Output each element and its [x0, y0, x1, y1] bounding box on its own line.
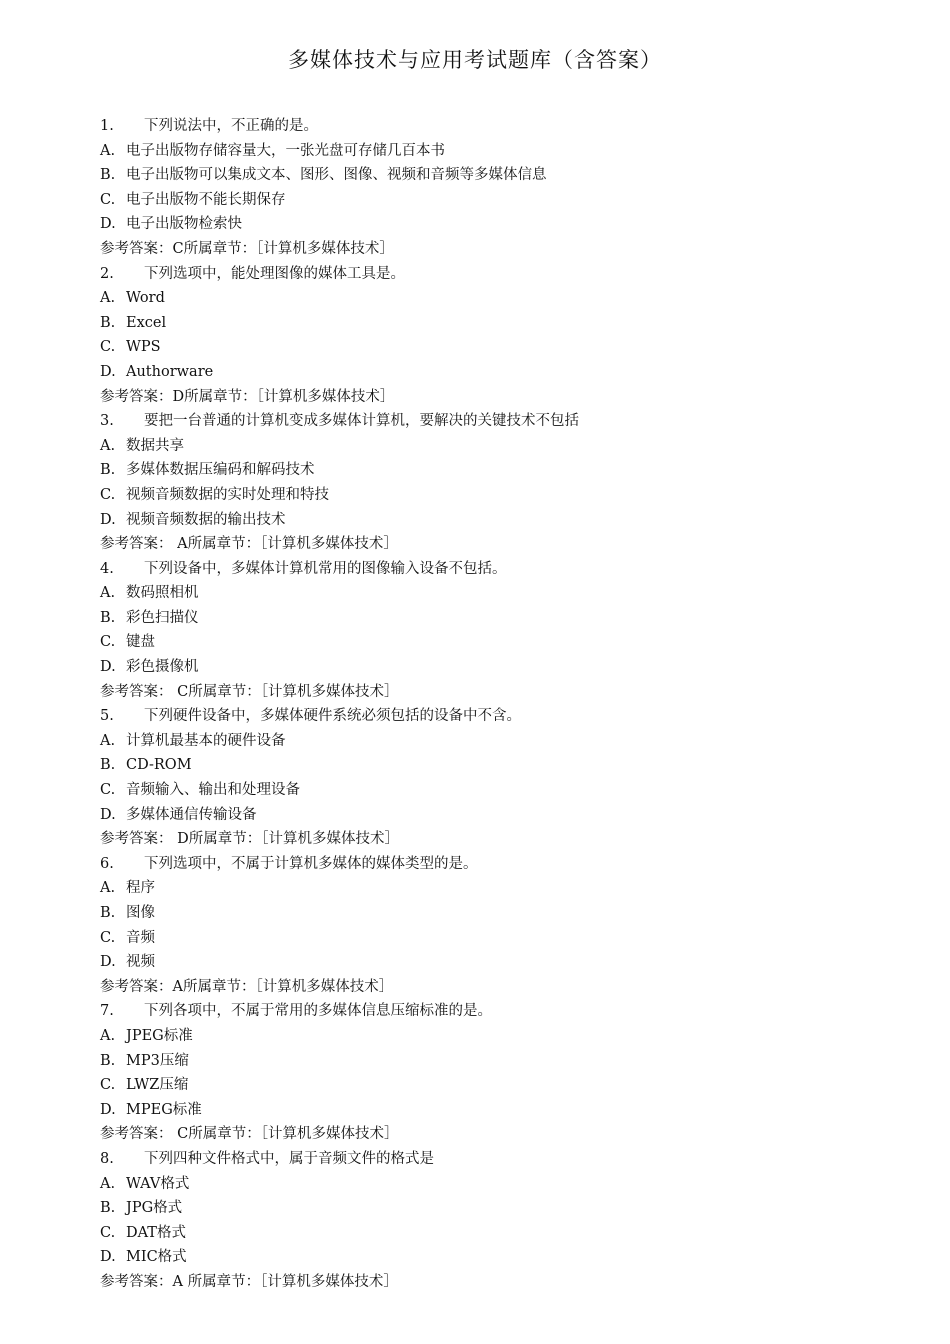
question-text: 下列各项中，不属于常用的多媒体信息压缩标准的是。 — [144, 1003, 492, 1020]
question-block — [100, 114, 900, 262]
option-item — [100, 212, 900, 237]
option-letter: A. — [100, 1175, 116, 1192]
option-item — [100, 458, 900, 483]
answer-line: 参考答案： C所属章节：［计算机多媒体技术］ — [100, 683, 399, 700]
option-letter: C. — [100, 339, 116, 356]
option-text: JPEG标准 — [126, 1027, 193, 1044]
option-text: Word — [126, 290, 165, 307]
option-text: WPS — [126, 339, 161, 356]
question-block — [100, 1147, 900, 1295]
option-item — [100, 434, 900, 459]
option-item — [100, 926, 900, 951]
option-letter: D. — [100, 216, 116, 233]
option-item — [100, 1221, 900, 1246]
option-text: 彩色摄像机 — [126, 659, 199, 676]
option-letter: B. — [100, 609, 116, 626]
option-letter: D. — [100, 511, 116, 528]
option-text: MP3压缩 — [126, 1052, 189, 1069]
option-item — [100, 188, 900, 213]
question-number: 7. — [100, 1003, 114, 1020]
question-stem — [100, 852, 900, 877]
option-text: 图像 — [126, 905, 155, 921]
option-text: 视频音频数据的实时处理和特技 — [126, 486, 329, 503]
option-letter: B. — [100, 757, 116, 774]
option-item — [100, 606, 900, 631]
question-text: 下列设备中，多媒体计算机常用的图像输入设备不包括。 — [144, 560, 507, 577]
option-text: 电子出版物不能长期保存 — [126, 191, 286, 208]
option-item — [100, 360, 900, 385]
option-letter: A. — [100, 290, 116, 307]
question-text: 下列说法中，不正确的是。 — [144, 118, 318, 134]
option-item — [100, 483, 900, 508]
option-letter: D. — [100, 954, 116, 971]
question-number: 6. — [100, 855, 114, 872]
option-letter: A. — [100, 585, 116, 602]
option-item — [100, 163, 900, 188]
answer-line: 参考答案：A 所属章节：［计算机多媒体技术］ — [100, 1273, 398, 1290]
option-text: 电子出版物存储容量大，一张光盘可存储几百本书 — [126, 142, 445, 159]
option-letter: C. — [100, 782, 116, 799]
option-item — [100, 630, 900, 655]
option-letter: D. — [100, 1249, 116, 1266]
question-number: 2. — [100, 265, 114, 282]
option-letter: D. — [100, 1101, 116, 1118]
option-item — [100, 901, 900, 926]
question-block — [100, 557, 900, 705]
option-text: LWZ压缩 — [126, 1077, 189, 1094]
question-number: 5. — [100, 708, 114, 725]
option-text: MPEG标准 — [126, 1101, 202, 1118]
question-number: 8. — [100, 1150, 114, 1167]
question-block — [100, 999, 900, 1147]
question-stem — [100, 114, 900, 139]
option-item — [100, 508, 900, 533]
option-text: 音频输入、输出和处理设备 — [126, 782, 300, 799]
option-letter: B. — [100, 314, 116, 331]
answer-line: 参考答案：D所属章节：［计算机多媒体技术］ — [100, 388, 395, 405]
option-letter: A. — [100, 880, 116, 897]
question-stem — [100, 1147, 900, 1172]
answer-line: 参考答案： D所属章节：［计算机多媒体技术］ — [100, 831, 399, 848]
option-letter: C. — [100, 634, 116, 651]
option-text: 计算机最基本的硬件设备 — [126, 732, 286, 749]
option-letter: B. — [100, 1200, 116, 1217]
option-text: JPG格式 — [126, 1200, 183, 1217]
option-item — [100, 335, 900, 360]
question-text: 下列选项中，不属于计算机多媒体的媒体类型的是。 — [144, 855, 478, 872]
question-text: 要把一台普通的计算机变成多媒体计算机，要解决的关键技术不包括 — [144, 413, 579, 430]
option-letter: C. — [100, 1224, 116, 1241]
option-item — [100, 803, 900, 828]
option-item — [100, 1098, 900, 1123]
option-item — [100, 139, 900, 164]
option-item — [100, 655, 900, 680]
option-item — [100, 876, 900, 901]
option-item — [100, 753, 900, 778]
option-letter: B. — [100, 462, 116, 479]
option-letter: A. — [100, 1027, 116, 1044]
question-block — [100, 704, 900, 852]
option-letter: C. — [100, 1077, 116, 1094]
option-text: MIC格式 — [126, 1249, 187, 1266]
option-item — [100, 1024, 900, 1049]
option-item — [100, 286, 900, 311]
option-letter: B. — [100, 1052, 116, 1069]
question-stem — [100, 704, 900, 729]
option-letter: C. — [100, 486, 116, 503]
option-item — [100, 581, 900, 606]
question-block — [100, 262, 900, 410]
option-letter: D. — [100, 363, 116, 380]
option-text: WAV格式 — [126, 1175, 190, 1192]
option-item — [100, 729, 900, 754]
option-text: 多媒体数据压编码和解码技术 — [126, 462, 315, 479]
question-text: 下列四种文件格式中，属于音频文件的格式是 — [144, 1150, 434, 1167]
answer-line: 参考答案： A所属章节：［计算机多媒体技术］ — [100, 536, 398, 553]
option-text: 数码照相机 — [126, 585, 199, 602]
question-number: 1. — [100, 118, 114, 134]
option-letter: C. — [100, 191, 116, 208]
option-letter: D. — [100, 806, 116, 823]
option-text: 电子出版物检索快 — [126, 216, 242, 233]
option-letter: A. — [100, 437, 116, 454]
question-number: 4. — [100, 560, 114, 577]
option-letter: D. — [100, 659, 116, 676]
page-title: 多媒体技术与应用考试题库（含答案） — [288, 48, 662, 72]
option-item — [100, 1245, 900, 1270]
option-text: 视频 — [126, 954, 155, 971]
option-letter: A. — [100, 142, 116, 159]
question-stem — [100, 409, 900, 434]
option-text: 音频 — [126, 929, 155, 946]
option-item — [100, 1196, 900, 1221]
question-text: 下列硬件设备中，多媒体硬件系统必须包括的设备中不含。 — [144, 708, 521, 725]
option-item — [100, 1049, 900, 1074]
option-letter: C. — [100, 929, 116, 946]
option-text: Excel — [126, 314, 167, 331]
question-block — [100, 409, 900, 557]
option-text: Authorware — [126, 363, 214, 380]
question-text: 下列选项中，能处理图像的媒体工具是。 — [144, 265, 405, 282]
question-stem — [100, 999, 900, 1024]
option-text: 程序 — [126, 880, 155, 897]
option-text: 电子出版物可以集成文本、图形、图像、视频和音频等多媒体信息 — [126, 167, 547, 184]
option-text: 视频音频数据的输出技术 — [126, 511, 286, 528]
answer-line: 参考答案：C所属章节：［计算机多媒体技术］ — [100, 240, 394, 257]
question-block — [100, 852, 900, 1000]
option-letter: B. — [100, 905, 116, 921]
question-list — [100, 114, 900, 1295]
option-item — [100, 311, 900, 336]
option-item — [100, 778, 900, 803]
question-stem — [100, 262, 900, 287]
question-number: 3. — [100, 413, 114, 430]
option-item — [100, 1172, 900, 1197]
answer-line: 参考答案：A所属章节：［计算机多媒体技术］ — [100, 978, 394, 995]
option-text: 彩色扫描仪 — [126, 609, 199, 626]
answer-line: 参考答案： C所属章节：［计算机多媒体技术］ — [100, 1126, 399, 1143]
option-item — [100, 950, 900, 975]
option-text: DAT格式 — [126, 1224, 186, 1241]
option-text: 多媒体通信传输设备 — [126, 806, 257, 823]
option-text: 数据共享 — [126, 437, 184, 454]
option-text: CD-ROM — [126, 757, 192, 774]
option-letter: A. — [100, 732, 116, 749]
question-stem — [100, 557, 900, 582]
option-letter: B. — [100, 167, 116, 184]
option-item — [100, 1073, 900, 1098]
option-text: 键盘 — [126, 634, 155, 651]
